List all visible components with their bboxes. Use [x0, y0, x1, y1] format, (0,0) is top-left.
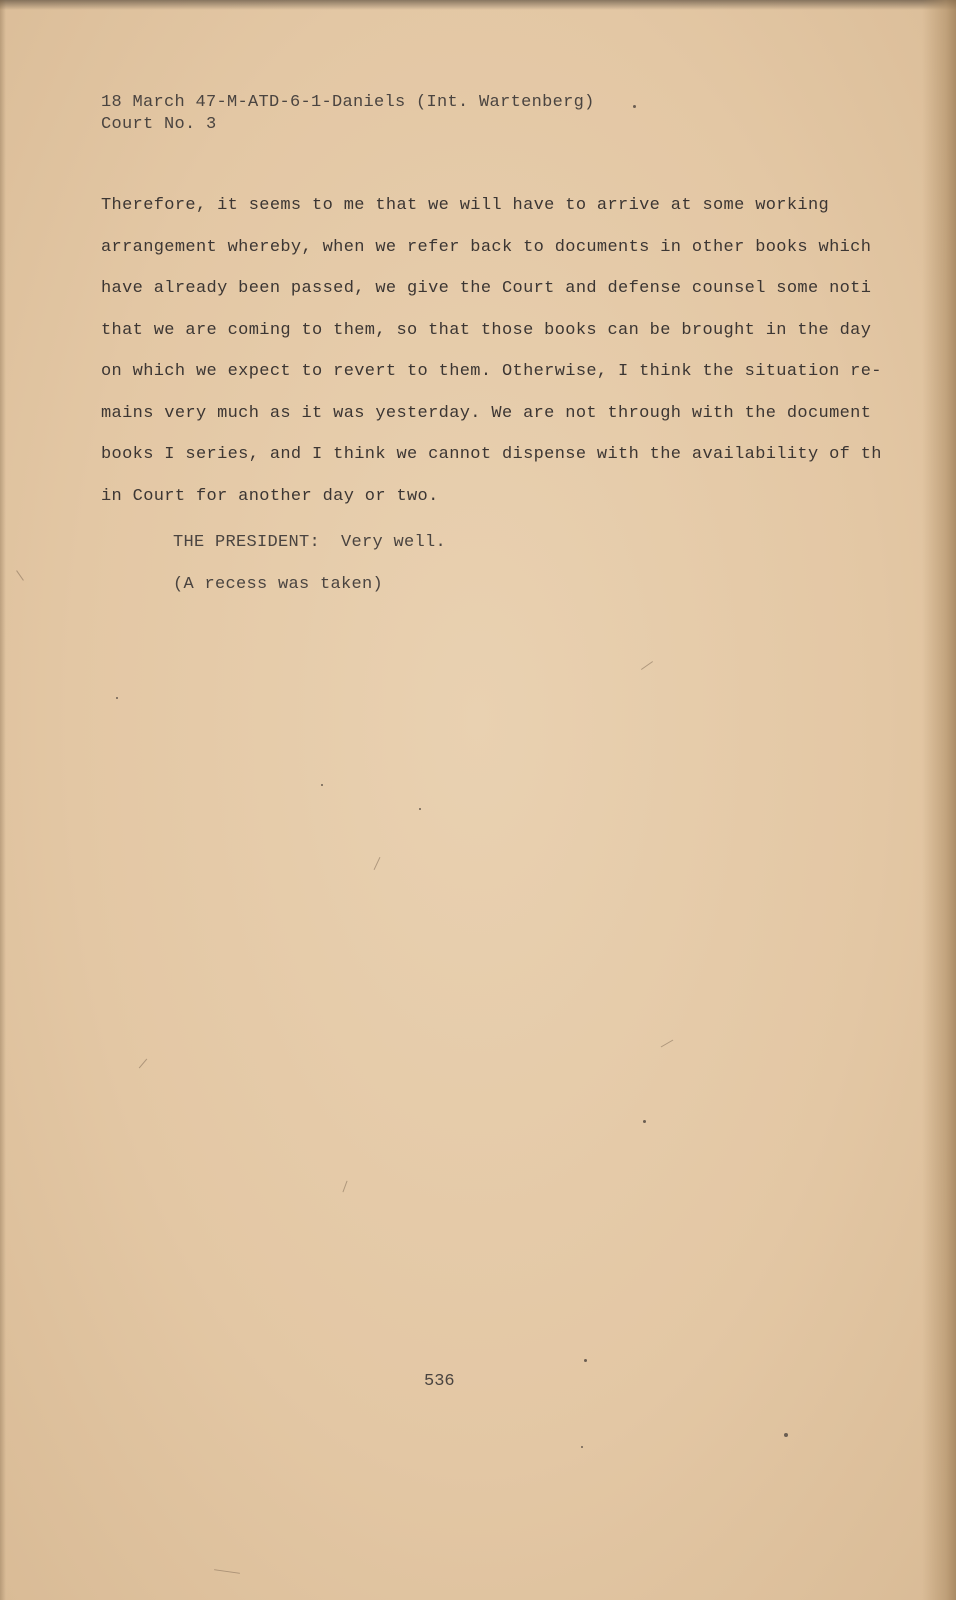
transcript-line: arrangement whereby, when we refer back to documents in other books which — [101, 237, 872, 257]
paper-speck — [633, 105, 636, 108]
header-session-line: 18 March 47-M-ATD-6-1-Daniels (Int. Wartenberg) — [101, 93, 595, 112]
transcript-line: in Court for another day or two. — [101, 486, 439, 506]
page-number: 536 — [424, 1372, 455, 1391]
transcript-line: have already been passed, we give the Court and defense counsel some noti — [101, 279, 872, 298]
document-header — [101, 92, 595, 136]
transcript-line: on which we expect to revert to them. Otherwise, I think the situation re- — [101, 362, 882, 381]
paper-right-edge — [922, 0, 956, 1600]
transcript-line: mains very much as it was yesterday. We are not through with the document — [101, 403, 872, 423]
transcript-line: Therefore, it seems to me that we will have to arrive at some working — [101, 196, 830, 215]
recess-note: (A recess was taken) — [173, 575, 384, 594]
transcript-line: books I series, and I think we cannot dispense with the availability of th — [101, 445, 882, 464]
paper-fiber — [16, 570, 24, 580]
paper-fiber — [139, 1059, 147, 1069]
paper-speck — [643, 1120, 646, 1123]
transcript-paragraph — [101, 195, 882, 527]
paper-speck — [784, 1433, 788, 1437]
paper-speck — [321, 784, 323, 786]
paper-speck — [419, 808, 421, 810]
paper-fiber — [342, 1181, 347, 1193]
paper-speck — [581, 1446, 583, 1448]
header-court-line: Court No. 3 — [101, 115, 217, 134]
paper-fiber — [214, 1569, 240, 1574]
president-statement: THE PRESIDENT: Very well. — [173, 533, 447, 552]
paper-fiber — [661, 1040, 674, 1048]
paper-left-edge — [0, 0, 6, 1600]
paper-fiber — [641, 661, 653, 670]
transcript-line: that we are coming to them, so that those books can be brought in the day — [101, 320, 872, 340]
paper-fiber — [374, 857, 381, 870]
paper-speck — [584, 1359, 587, 1362]
paper-top-edge — [0, 0, 956, 10]
paper-speck — [116, 697, 118, 699]
